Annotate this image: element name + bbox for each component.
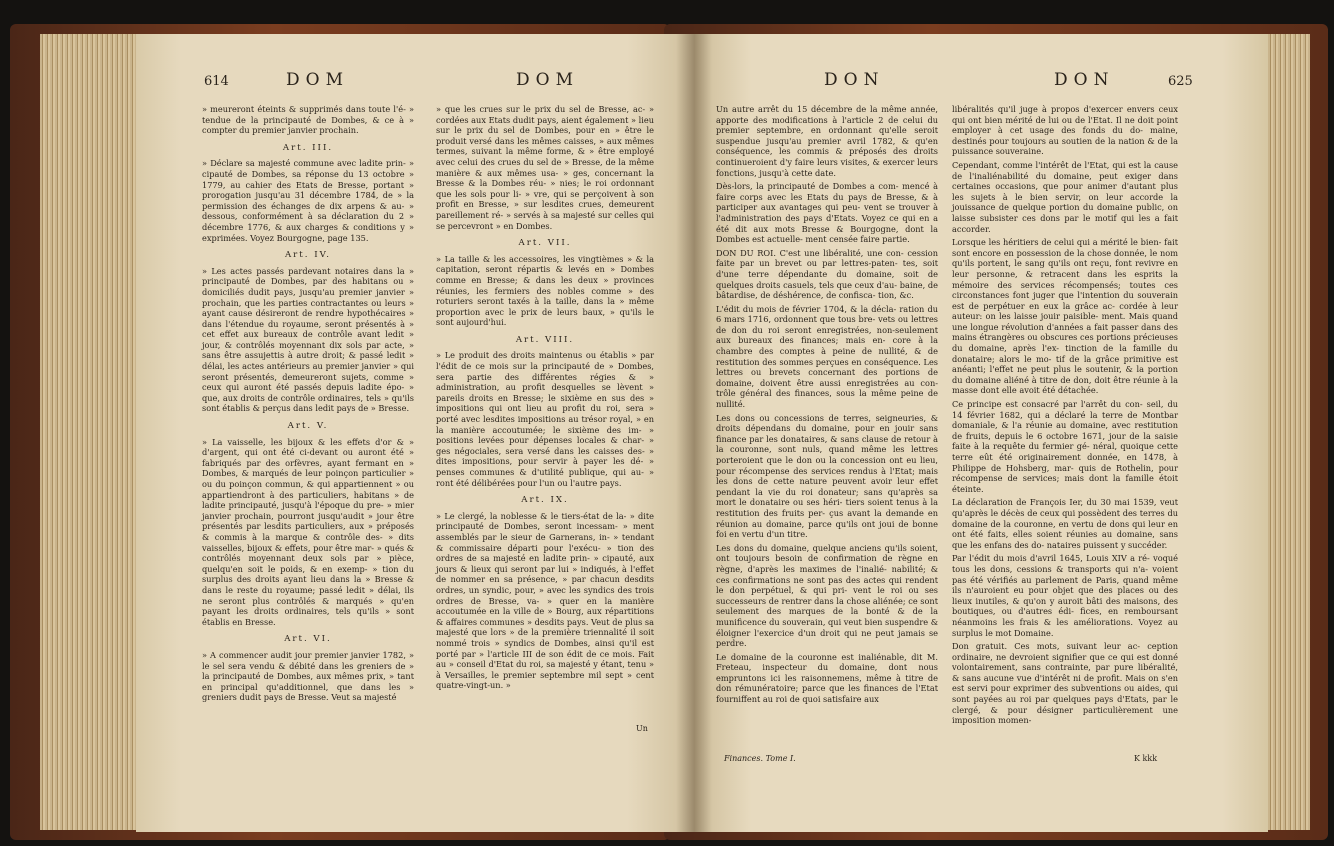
article-heading: Art. VIII.: [515, 334, 575, 345]
catchword: Un: [636, 724, 648, 733]
page-edges-right: [1268, 34, 1310, 830]
article-heading: Art. VII.: [518, 238, 572, 249]
page-number: 625: [1168, 74, 1193, 89]
right-page: [694, 34, 1268, 832]
paragraph: » La taille & les accessoires, les vingtièmes » & la capitation, seront répartis & levés en » Dombes comme en Bresse; & dans les deux » provinces réunies, les fermiers des nobles comme » des roturiers seront taxés à la taille, dans la » même proportion avec le prix de leurs baux, » qu'ils le sont aujourd'hui.: [436, 253, 654, 328]
paragraph: Par l'édit du mois d'avril 1645, Louis XIV a ré- voqué tous les dons, cessions & transports qui n'a- voient pas été vérifiés au parlement de Paris, quand même ils n'auroient eu pour objet que des places ou des lieux inutiles, & qu'on y auroit bâti des maisons, des boutiques, ou d'autres édi- fices, en remboursant néanmoins les frais & les améliorations. Voyez au surplus le mot Domaine.: [952, 553, 1178, 638]
text-column: [952, 104, 1178, 729]
running-head: DOM: [516, 70, 579, 90]
running-head: DON: [1054, 70, 1115, 90]
paragraph: libéralités qu'il juge à propos d'exercer envers ceux qui ont bien mérité de lui ou de l'Etat. Il ne doit point employer à cet usage des fonds du do- maine, destinés pour toujours au soutien de la nation & de la puissance souveraine.: [952, 104, 1178, 157]
page-edges-left: [40, 34, 136, 830]
paragraph: Lorsque les héritiers de celui qui a mérité le bien- fait sont encore en possession de la chose donnée, le nom qu'ils portent, le sang qu'ils ont reçu, font revivre en leur personne, & retracent dans les esprits la mémoire des services récompensés; toutes ces circonstances font juger que l'intention du souverain est de perpétuer en eux la grâce ac- cordée à leur auteur: on les laisse jouir paisible- ment. Mais quand une longue révolution d'années a fait passer dans des mains étrangères ou obscures ces portions précieuses du domaine, après l'ex- tinction de la famille du donataire; alors le mo- tif de la grâce primitive est anéanti; l'effet ne peut plus le soutenir, & la portion du domaine aliéné à titre de don, doit être réunie à la masse dont elle avoit été détachée.: [952, 237, 1178, 396]
paragraph: » Déclare sa majesté commune avec ladite prin- » cipauté de Dombes, sa réponse du 13 octobre » 1779, au cahier des Etats de Bresse, portant » prorogation jusqu'au 31 décembre 1784, de » la permission des échanges de dix arpens & au- » dessous, conformément à sa déclaration du 2 » décembre 1776, & aux charges & conditions y » exprimées. Voyez Bourgogne, page 135.: [202, 158, 414, 243]
signature-line: Finances. Tome I.: [724, 754, 796, 763]
paragraph: Les dons ou concessions de terres, seigneuries, & droits dépendans du domaine, pour en jouir sans finance par les donataires, & sans clause de retour à la couronne, sont nuls, quand même les lettres porteroient que le don ou la concession ont eu lieu, pour récompense des services rendus à l'Etat; mais les dons de cette nature peuvent avoir leur effet pendant la vie du roi donateur; sans qu'après sa mort le donataire ou ses héri- tiers soient tenus à la restitution des fruits per- çus avant la demande en réunion au domaine, parce qu'ils ont joui de bonne foi en vertu d'un titre.: [716, 412, 938, 540]
paragraph: La déclaration de François Ier, du 30 mai 1539, veut qu'après le décès de ceux qui possèdent des terres du domaine de la couronne, en vertu de dons qui leur en ont été faits, elles soient réunies au domaine, sans que les enfans des do- nataires puissent y succéder.: [952, 497, 1178, 550]
paragraph: » Le clergé, la noblesse & le tiers-état de la- » dite principauté de Dombes, seront incessam- » ment assemblés par le sieur de Garnerans, in- » tendant & commissaire départi pour l'exécu- » tion des ordres de sa majesté en ladite prin- » cipauté, aux jours & lieux qui seront par lui » indiqués, à l'effet de nommer en sa présence, » par chacun desdits ordres, un syndic, pour, » avec les syndics des trois ordres de Bresse, va- » quer en la manière accoutumée en la ville de » Bourg, aux répartitions & affaires communes » desdits pays. Veut de plus sa majesté que lors » de la première triennalité il soit nommé trois » syndics de Dombes, ainsi qu'il est porté par » l'article III de son édit de ce mois. Fait au » conseil d'Etat du roi, sa majesté y étant, tenu » à Versailles, le premier septembre mil sept » cent quatre-vingt-un. »: [436, 510, 654, 691]
paragraph: Ce principe est consacré par l'arrêt du con- seil, du 14 février 1682, qui a déclaré la terre de Montbar domaniale, & l'a réunie au domaine, avec restitution de fruits, depuis le 6 octobre 1671, jour de la saisie faite à la requête du fermier gé- néral, quoique cette terre eût été originairement donnée, en 1478, à Philippe de Hohsberg, mar- quis de Rothelin, pour récompense de services; mais dont la famille étoit éteinte.: [952, 399, 1178, 494]
paragraph: L'édit du mois de février 1704, & la décla- ration du 6 mars 1716, ordonnent que tous bre- vets ou lettres de don du roi seront enregistrées, non-seulement aux bureaux des finances; mais en- core à la chambre des comptes à peine de nullité, & de restitution des sommes perçues en conséquence. Les lettres ou brevets concernant des portions de domaine, doivent être aussi enregistrées au con- trôle général des finances, sous la même peine de nullité.: [716, 303, 938, 410]
paragraph: » La vaisselle, les bijoux & les effets d'or & » d'argent, qui ont été ci-devant ou auront été » fabriqués par des orfèvres, ayant fermant en » Dombes, & marqués de leur poinçon particulier » ou du poinçon commun, & qui appartiennent » ou appartiendront à des particuliers, habitans » de ladite principauté, jusqu'à l'époque du pre- » mier janvier prochain, pourront jusqu'audit » jour être présentés par lesdits particuliers, aux » préposés & commis à la marque & contrôle des- » dits vaisselles, bijoux & effets, pour être mar- » qués & contrôlés moyennant deux sols par » pièce, quelqu'en soit le poids, & en exemp- » tion du surplus des droits ayant lieu dans la » Bresse & dans le reste du royaume; passé ledit » délai, ils ne seront plus contrôlés & marqués » qu'en payant les droits ordinaires, tels qu'ils » sont établis en Bresse.: [202, 436, 414, 627]
page-number: 614: [204, 74, 229, 89]
text-column: [202, 104, 414, 706]
paragraph: Un autre arrêt du 15 décembre de la même année, apporte des modifications à l'article 2 de celui du premier septembre, en ordonnant qu'elle seroit suspendue jusqu'au premier avril 1782, & qu'en conséquence, les commis & préposés des droits continueroient d'y faire leurs visites, & exercer leurs fonctions, jusqu'à cette date.: [716, 104, 938, 178]
article-heading: Art. VI.: [284, 634, 332, 645]
paragraph: Les dons du domaine, quelque anciens qu'ils soient, ont toujours besoin de confirmation de règne en règne, d'après les maximes de l'inalié- nabilité; & ces confirmations ne sont pas des actes qui rendent le don perpétuel, & qui pri- vent le roi ou ses successeurs de rentrer dans la chose aliénée; ce sont seulement des marques de la bonté & de la munificence du souverain, qui veut bien suspendre & éloigner l'exercice d'un droit qui ne peut jamais se perdre.: [716, 542, 938, 649]
paragraph: Dès-lors, la principauté de Dombes a com- mencé à faire corps avec les Etats du pays de Bresse, & à participer aux avantages qui peu- vent se trouver à l'administration des pays d'Etats. Voyez ce qui en a été dit aux mots Bresse & Bourgogne, dont la Dombes est actuelle- ment censée faire partie.: [716, 181, 938, 245]
signature-mark: K kkk: [1134, 754, 1158, 763]
text-column: [716, 104, 938, 708]
running-head: DON: [824, 70, 885, 90]
paragraph: » que les crues sur le prix du sel de Bresse, ac- » cordées aux Etats dudit pays, aient également » lieu sur le prix du sel de Dombes, pour en » être le produit versé dans les mêmes caisses, » aux mêmes termes, suivant la même forme, & » être employé avec celui des crues du sel de » Bresse, de la même manière & aux mêmes usa- » ges, concernant la Bresse & la Dombes réu- » nies; le roi ordonnant que les sols pour li- » vre, qui se perçoivent à son profit en Bresse, » sur lesdites crues, demeurent pareillement ré- » servés à sa majesté sur celles qui se percevront » en Dombes.: [436, 104, 654, 231]
paragraph: » meureront éteints & supprimés dans toute l'é- » tendue de la principauté de Dombes, & ce à » compter du premier janvier prochain.: [202, 104, 414, 136]
paragraph: DON DU ROI. C'est une libéralité, une con- cession faite par un brevet ou par lettres-paten- tes, soit d'une terre dépendante du domaine, soit de quelques droits casuels, tels que ceux d'au- baine, de bâtardise, de déshérence, de confisca- tion, &c.: [716, 247, 938, 301]
paragraph: » Les actes passés pardevant notaires dans la » principauté de Dombes, par des habitans ou » domiciliés dudit pays, jusqu'au premier janvier » prochain, que les parties contractantes ou leurs » ayant cause désireront de rendre hypothécaires » dans l'étendue du royaume, seront présentés à » cet effet aux bureaux de contrôle avant ledit » jour, & contrôlés moyennant dix sols par acte, » sans être assujettis à autre droit; & passé ledit » délai, les actes antérieurs au premier janvier » qui seront présentés, demeureront sujets, comme » ceux qui auront été passés depuis ladite épo- » que, aux droits de contrôle ordinaires, tels » qu'ils sont établis & perçus dans ledit pays de » Bresse.: [202, 265, 414, 414]
paragraph: » A commencer audit jour premier janvier 1782, » le sel sera vendu & débité dans les greniers de » la principauté de Dombes, aux mêmes prix, » tant en principal qu'additionnel, que dans les » greniers dudit pays de Bresse. Veut sa majesté: [202, 649, 414, 703]
paragraph: » Le produit des droits maintenus ou établis » par l'édit de ce mois sur la principauté de » Dombes, sera partie des différentes régies & » administration, au profit desquelles se lèvent » pareils droits en Bresse; le sixième en sus des » impositions qui ont lieu au profit du roi, sera » porté avec lesdites impositions au trésor royal, » en la manière accoutumée; le sixième des im- » positions levées pour dépenses locales & char- » ges négociales, sera versé dans les caisses des- » dites impositions, pour servir à payer les dé- » penses communes & d'utilité publique, qui au- » ront été délibérées pour l'un ou l'autre pays.: [436, 350, 654, 488]
left-page: [136, 34, 694, 832]
article-heading: Art. III.: [282, 142, 334, 153]
text-column: [436, 104, 654, 694]
paragraph: Le domaine de la couronne est inaliénable, dit M. Freteau, inspecteur du domaine, dont nous empruntons ici les raisonnemens, même à titre de don rémunératoire; parce que les finances de l'Etat fourniffent au roi de quoi satisfaire aux: [716, 651, 938, 705]
running-head: DOM: [286, 70, 349, 90]
paragraph: Don gratuit. Ces mots, suivant leur ac- ception ordinaire, ne devroient signifier que ce qui est donné volontairement, sans contrainte, par pure libéralité, & sans aucune vue d'intérêt ni de profit. Mais on s'en est servi pour exprimer des subventions ou aides, qui sont payées au roi par quelques pays d'Etats, par le clergé, & pour désigner particulièrement une imposition momen-: [952, 641, 1178, 726]
paragraph: Cependant, comme l'intérêt de l'Etat, qui est la cause de l'inaliénabilité du domaine, peut exiger dans certaines occasions, que pour animer d'autant plus les sujets à le bien servir, on leur accorde la jouissance de quelque portion du domaine public, on laisse subsister ces dons par le motif qui les a fait accorder.: [952, 159, 1178, 234]
article-heading: Art. V.: [287, 421, 329, 432]
article-heading: Art. IV.: [284, 250, 332, 261]
book-gutter: [676, 34, 712, 832]
article-heading: Art. IX.: [521, 495, 569, 506]
